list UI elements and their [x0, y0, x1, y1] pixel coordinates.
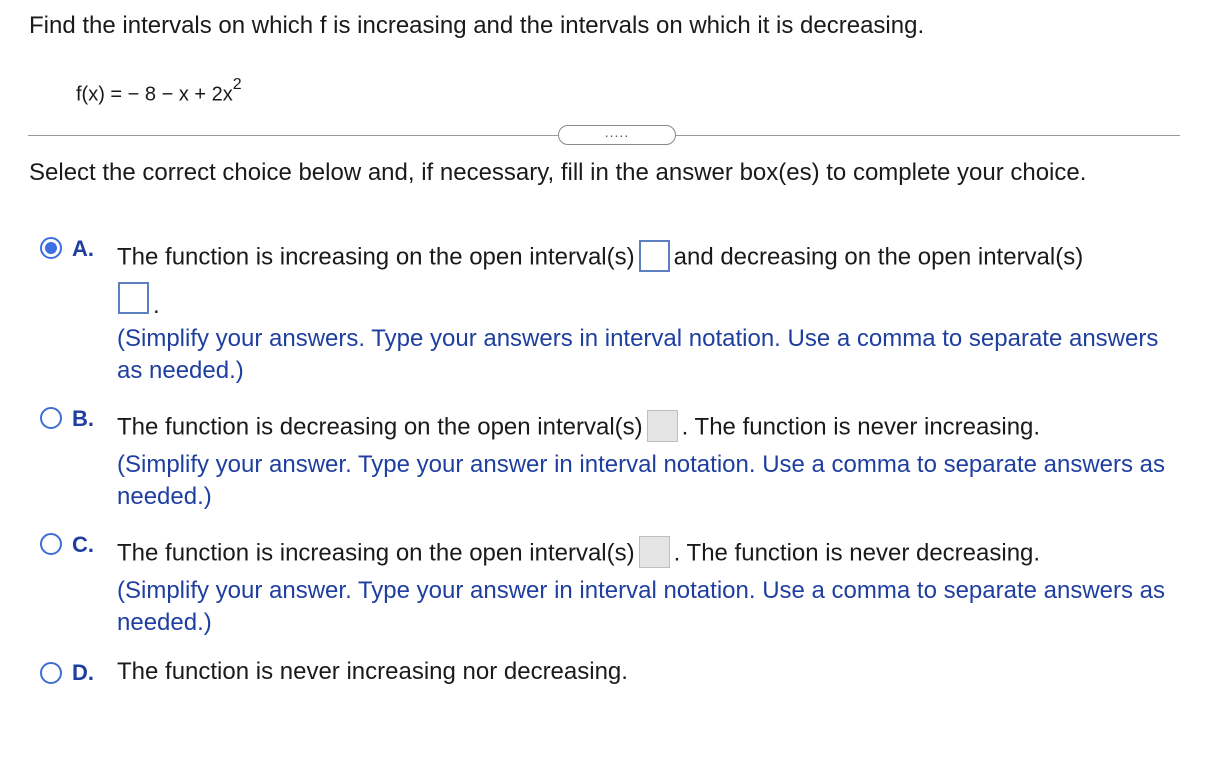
choice-b-text-before: The function is decreasing on the open interval(s)	[117, 413, 643, 441]
choice-c-text-before: The function is increasing on the open interval(s)	[117, 539, 635, 567]
function-formula	[76, 76, 242, 107]
choice-d-text: The function is never increasing nor decreasing.	[117, 658, 628, 685]
choice-b-letter: B.	[72, 406, 94, 431]
choice-c-radio[interactable]	[40, 533, 62, 555]
choice-c-text-after: . The function is never decreasing.	[673, 539, 1041, 567]
choice-a-text-after: and decreasing on the open interval(s)	[673, 243, 1084, 271]
expand-button[interactable]: .....	[558, 125, 676, 145]
choice-a-period: .	[153, 292, 160, 319]
choice-c-interval-input[interactable]	[639, 536, 670, 568]
choice-b-line	[117, 412, 1040, 444]
choice-c-letter: C.	[72, 532, 94, 557]
choice-a-hint: (Simplify your answers. Type your answers in interval notation. Use a comma to separate answers as needed.)	[117, 325, 1159, 384]
choice-a-decreasing-input[interactable]	[118, 282, 149, 314]
choice-a-increasing-input[interactable]	[639, 240, 670, 272]
choice-a-letter: A.	[72, 236, 94, 261]
question-text: Find the intervals on which f is increasing and the intervals on which it is decreasing.	[29, 12, 925, 39]
choice-b-radio[interactable]	[40, 407, 62, 429]
formula-exponent: 2	[232, 76, 242, 93]
formula-base: f(x) = − 8 − x + 2x	[76, 83, 233, 106]
instruction-text: Select the correct choice below and, if necessary, fill in the answer box(es) to complete your choice.	[29, 159, 1087, 186]
choice-a-text-before: The function is increasing on the open interval(s)	[117, 243, 635, 271]
choice-a-radio[interactable]	[40, 237, 62, 259]
choice-c-line	[117, 538, 1040, 570]
choice-a-line	[117, 242, 1083, 274]
choice-d-letter: D.	[72, 660, 94, 685]
choice-b-text-after: . The function is never increasing.	[681, 413, 1041, 441]
choice-c-hint: (Simplify your answer. Type your answer in interval notation. Use a comma to separate answers as needed.)	[117, 577, 1166, 636]
choice-d-radio[interactable]	[40, 662, 62, 684]
choice-b-interval-input[interactable]	[647, 410, 678, 442]
choice-b-hint: (Simplify your answer. Type your answer in interval notation. Use a comma to separate answers as needed.)	[117, 451, 1166, 510]
